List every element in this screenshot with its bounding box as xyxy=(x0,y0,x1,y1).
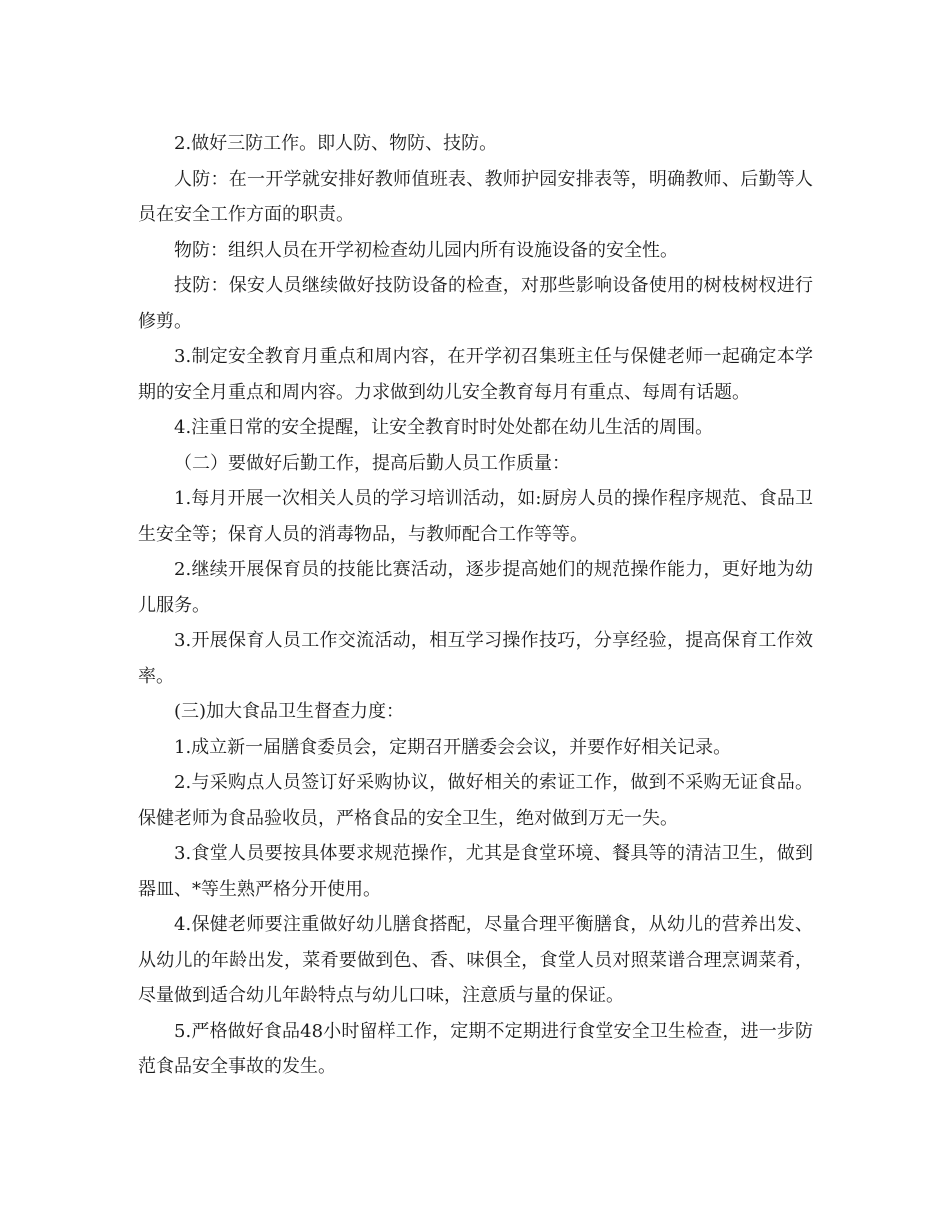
paragraph-daily-reminders: 4.注重日常的安全提醒，让安全教育时时处处都在幼儿生活的周围。 xyxy=(174,417,714,438)
section-heading-food-hygiene: (三)加大食品卫生督查力度： xyxy=(174,701,405,722)
paragraph-monthly-training: 1.每月开展一次相关人员的学习培训活动，如:厨房人员的操作程序规范、食品卫生安全等；保育人员的消毒物品，与教师配合工作等等。 xyxy=(138,488,813,545)
paragraph-meal-planning: 4.保健老师要注重做好幼儿膳食搭配，尽量合理平衡膳食，从幼儿的营养出发、从幼儿的年龄出发，菜肴要做到色、香、味俱全，食堂人员对照菜谱合理烹调菜肴，尽量做到适合幼儿年龄特点与幼儿口味，注意质与量的保证。 xyxy=(138,914,813,1006)
paragraph-safety-education-plan: 3.制定安全教育月重点和周内容，在开学初召集班主任与保健老师一起确定本学期的安全月重点和周内容。力求做到幼儿安全教育每月有重点、每周有话题。 xyxy=(138,346,813,403)
paragraph-physical-defense: 物防：组织人员在开学初检查幼儿园内所有设施设备的安全性。 xyxy=(174,239,678,261)
paragraph-meal-committee: 1.成立新一届膳食委员会，定期召开膳委会会议，并要作好相关记录。 xyxy=(174,736,732,758)
document-body xyxy=(138,126,813,1085)
paragraph-personnel-defense: 人防：在一开学就安排好教师值班表、教师护园安排表等，明确教师、后勤等人员在安全工作方面的职责。 xyxy=(138,168,813,225)
paragraph-canteen-operations: 3.食堂人员要按具体要求规范操作，尤其是食堂环境、餐具等的清洁卫生，做到器皿、*等生熟严格分开使用。 xyxy=(138,843,813,900)
section-heading-logistics: （二）要做好后勤工作，提高后勤人员工作质量： xyxy=(174,452,570,474)
paragraph-technical-defense: 技防：保安人员继续做好技防设备的检查，对那些影响设备使用的树枝树杈进行修剪。 xyxy=(138,275,813,332)
paragraph-exchange-activities: 3.开展保育人员工作交流活动，相互学习操作技巧，分享经验，提高保育工作效率。 xyxy=(138,630,813,687)
paragraph-food-sampling: 5.严格做好食品48小时留样工作，定期不定期进行食堂安全卫生检查，进一步防范食品安全事故的发生。 xyxy=(138,1020,813,1077)
paragraph-three-defenses: 2.做好三防工作。即人防、物防、技防。 xyxy=(174,133,498,154)
paragraph-skills-competition: 2.继续开展保育员的技能比赛活动，逐步提高她们的规范操作能力，更好地为幼儿服务。 xyxy=(138,559,813,616)
paragraph-purchase-agreement: 2.与采购点人员签订好采购协议，做好相关的索证工作，做到不采购无证食品。保健老师为食品验收员，严格食品的安全卫生，绝对做到万无一失。 xyxy=(138,772,813,829)
